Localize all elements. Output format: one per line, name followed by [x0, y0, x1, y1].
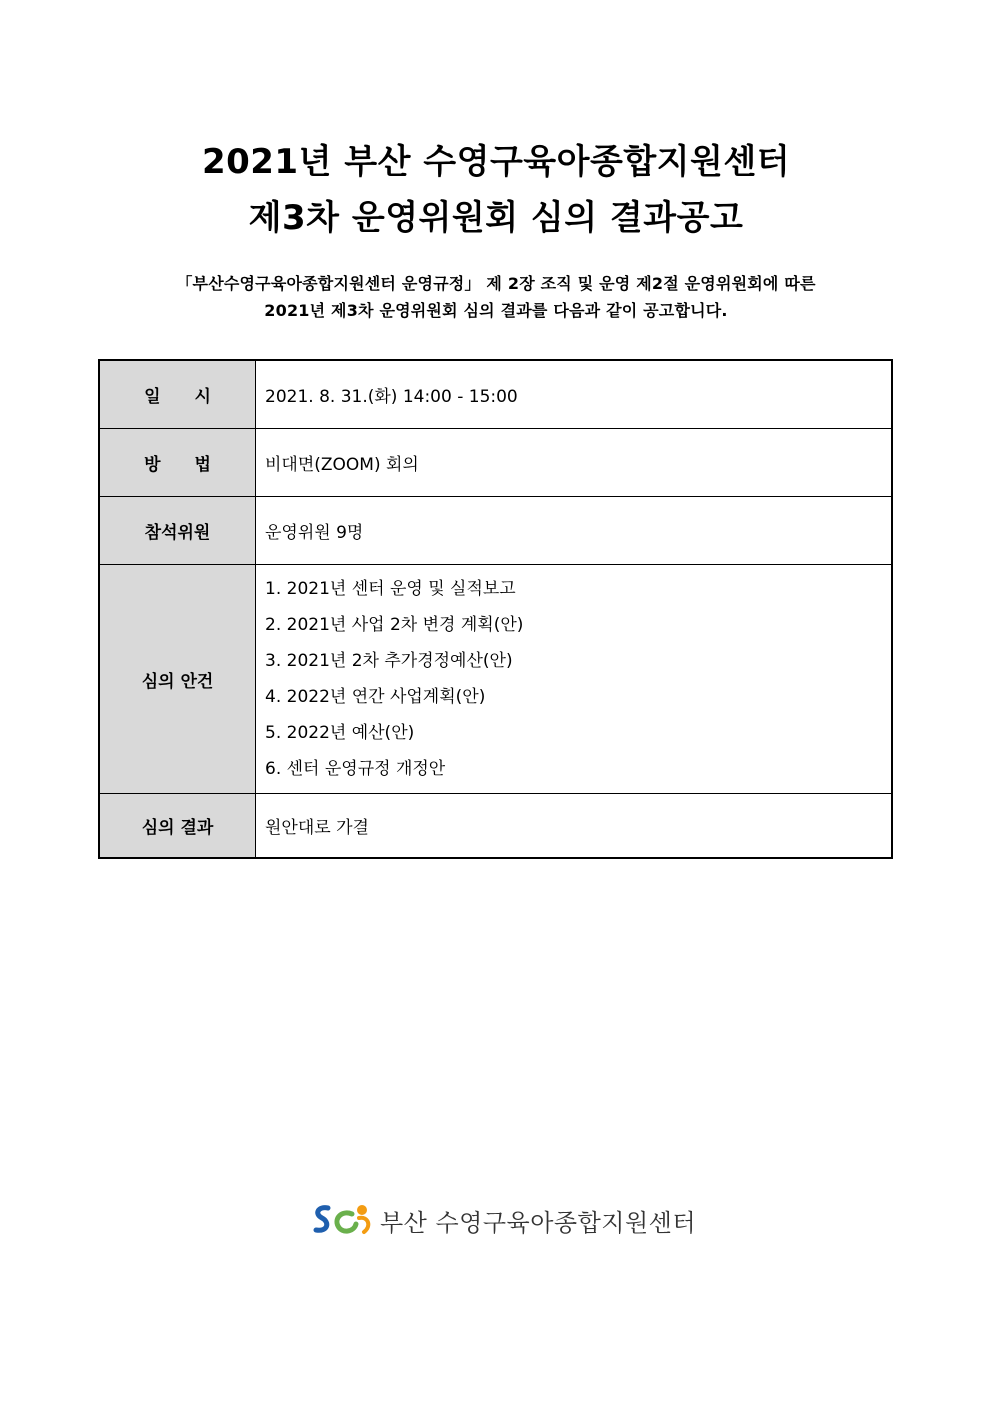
table-row-datetime — [99, 360, 892, 429]
document-title — [0, 134, 992, 246]
method-label: 방 법 — [99, 429, 256, 497]
table-row-method — [99, 429, 892, 497]
agenda-item: 5. 2022년 예산(안) — [265, 723, 415, 743]
agenda-label: 심의 안건 — [99, 565, 256, 794]
attendees-label: 참석위원 — [99, 497, 256, 565]
agenda-item: 2. 2021년 사업 2차 변경 계획(안) — [265, 615, 524, 635]
intro-line-2: 2021년 제3차 운영위원회 심의 결과를 다음과 같이 공고합니다. — [264, 301, 728, 320]
agenda-item: 3. 2021년 2차 추가경정예산(안) — [265, 651, 513, 671]
method-value: 비대면(ZOOM) 회의 — [256, 429, 893, 497]
result-value: 원안대로 가결 — [256, 794, 893, 859]
center-logo-icon — [312, 1200, 374, 1240]
table-row-result — [99, 794, 892, 859]
footer-org-name: 부산 수영구육아종합지원센터 — [380, 1208, 697, 1237]
agenda-list — [265, 565, 891, 793]
intro-text — [0, 270, 992, 324]
intro-line-1: 「부산수영구육아종합지원센터 운영규정」 제 2장 조직 및 운영 제2절 운영위원회에 따른 — [176, 274, 816, 293]
datetime-value: 2021. 8. 31.(화) 14:00 - 15:00 — [256, 360, 893, 429]
title-line-1: 2021년 부산 수영구육아종합지원센터 — [201, 142, 791, 182]
datetime-label: 일 시 — [99, 360, 256, 429]
agenda-item: 1. 2021년 센터 운영 및 실적보고 — [265, 579, 516, 599]
agenda-value — [256, 565, 893, 794]
meeting-info-table — [98, 359, 893, 859]
attendees-value: 운영위원 9명 — [256, 497, 893, 565]
table-row-attendees — [99, 497, 892, 565]
result-label: 심의 결과 — [99, 794, 256, 859]
title-line-2: 제3차 운영위원회 심의 결과공고 — [248, 198, 744, 238]
agenda-item: 4. 2022년 연간 사업계획(안) — [265, 687, 486, 707]
table-row-agenda — [99, 565, 892, 794]
agenda-item: 6. 센터 운영규정 개정안 — [265, 759, 446, 779]
footer-branding — [312, 1198, 696, 1242]
